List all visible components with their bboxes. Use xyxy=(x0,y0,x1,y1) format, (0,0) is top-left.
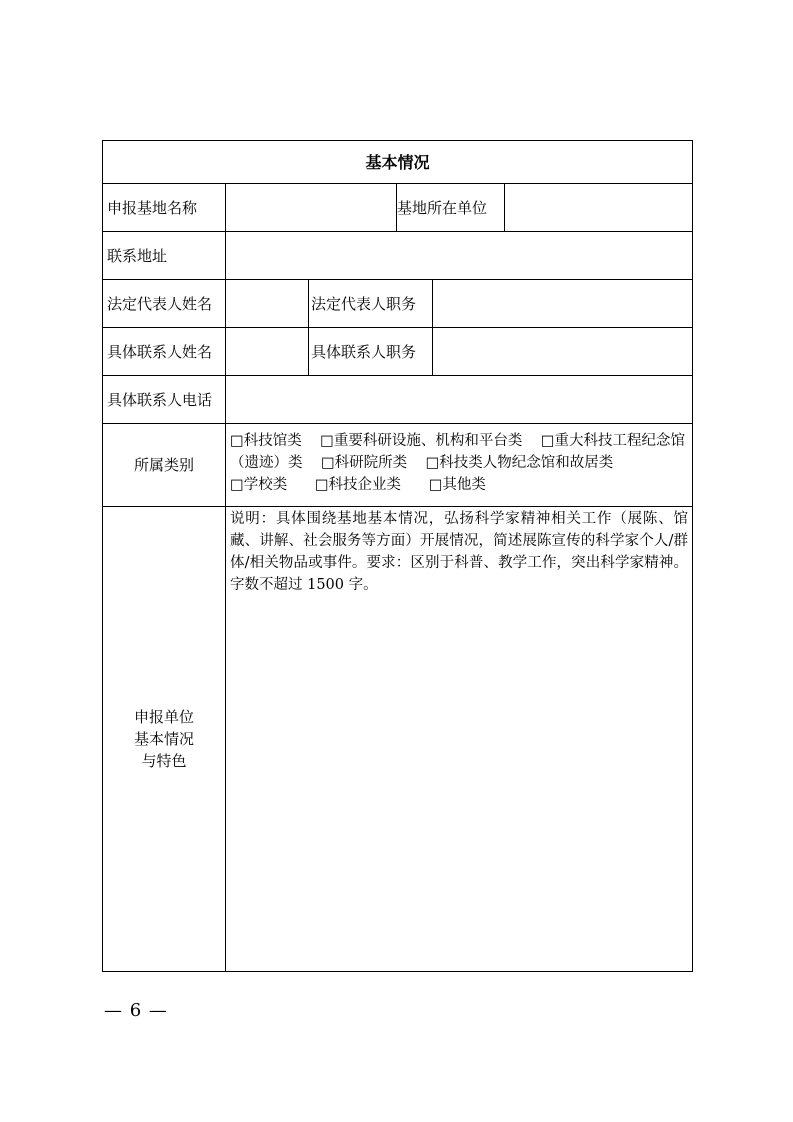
intro-label-line-2: 基本情况 xyxy=(133,730,194,748)
contact-name-label: 具体联系人姓名 xyxy=(107,342,213,361)
category-option-research-facility[interactable]: □重要科研设施、机构和平台类 xyxy=(320,433,523,449)
intro-label xyxy=(103,507,225,971)
page-number: — 6 — xyxy=(104,1000,168,1021)
intro-content-field[interactable] xyxy=(226,601,692,971)
category-option-figure-memorial[interactable]: □科技类人物纪念馆和故居类 xyxy=(425,455,614,471)
address-field[interactable] xyxy=(226,232,692,279)
category-label: 所属类别 xyxy=(133,456,194,474)
basic-info-form xyxy=(102,140,693,972)
contact-phone-field[interactable] xyxy=(226,376,692,423)
category-option-engineering-memorial[interactable]: □重大科技工程纪念馆（遗迹）类 xyxy=(230,433,685,471)
category-option-school[interactable]: □学校类 xyxy=(230,477,288,493)
intro-label-line-1: 申报单位 xyxy=(133,708,194,726)
contact-title-field[interactable] xyxy=(433,328,692,375)
base-name-field[interactable] xyxy=(226,184,396,231)
category-option-tech-enterprise[interactable]: □科技企业类 xyxy=(314,477,402,493)
category-options xyxy=(226,424,692,506)
legal-rep-title-label: 法定代表人职务 xyxy=(311,294,417,313)
category-option-other[interactable]: □其他类 xyxy=(428,477,486,493)
contact-phone-label: 具体联系人电话 xyxy=(107,390,213,409)
legal-rep-name-label: 法定代表人姓名 xyxy=(107,294,213,313)
section-title: 基本情况 xyxy=(365,152,430,172)
category-option-research-institute[interactable]: □科研院所类 xyxy=(320,455,408,471)
contact-title-label: 具体联系人职务 xyxy=(311,342,417,361)
category-option-science-museum[interactable]: □科技馆类 xyxy=(230,433,302,449)
contact-name-field[interactable] xyxy=(226,328,308,375)
intro-label-line-3: 与特色 xyxy=(141,752,187,770)
legal-rep-title-field[interactable] xyxy=(433,280,692,327)
base-name-label: 申报基地名称 xyxy=(107,198,198,217)
legal-rep-name-field[interactable] xyxy=(226,280,308,327)
base-unit-label: 基地所在单位 xyxy=(397,198,488,217)
address-label: 联系地址 xyxy=(107,246,168,265)
intro-instructions: 说明：具体围绕基地基本情况，弘扬科学家精神相关工作（展陈、馆藏、讲解、社会服务等方面）开展情况，简述展陈宣传的科学家个人/群体/相关物品或事件。要求：区别于科普、教学工作，突出科学家精神。字数不超过 1500 字。 xyxy=(230,511,688,593)
base-unit-field[interactable] xyxy=(505,184,692,231)
